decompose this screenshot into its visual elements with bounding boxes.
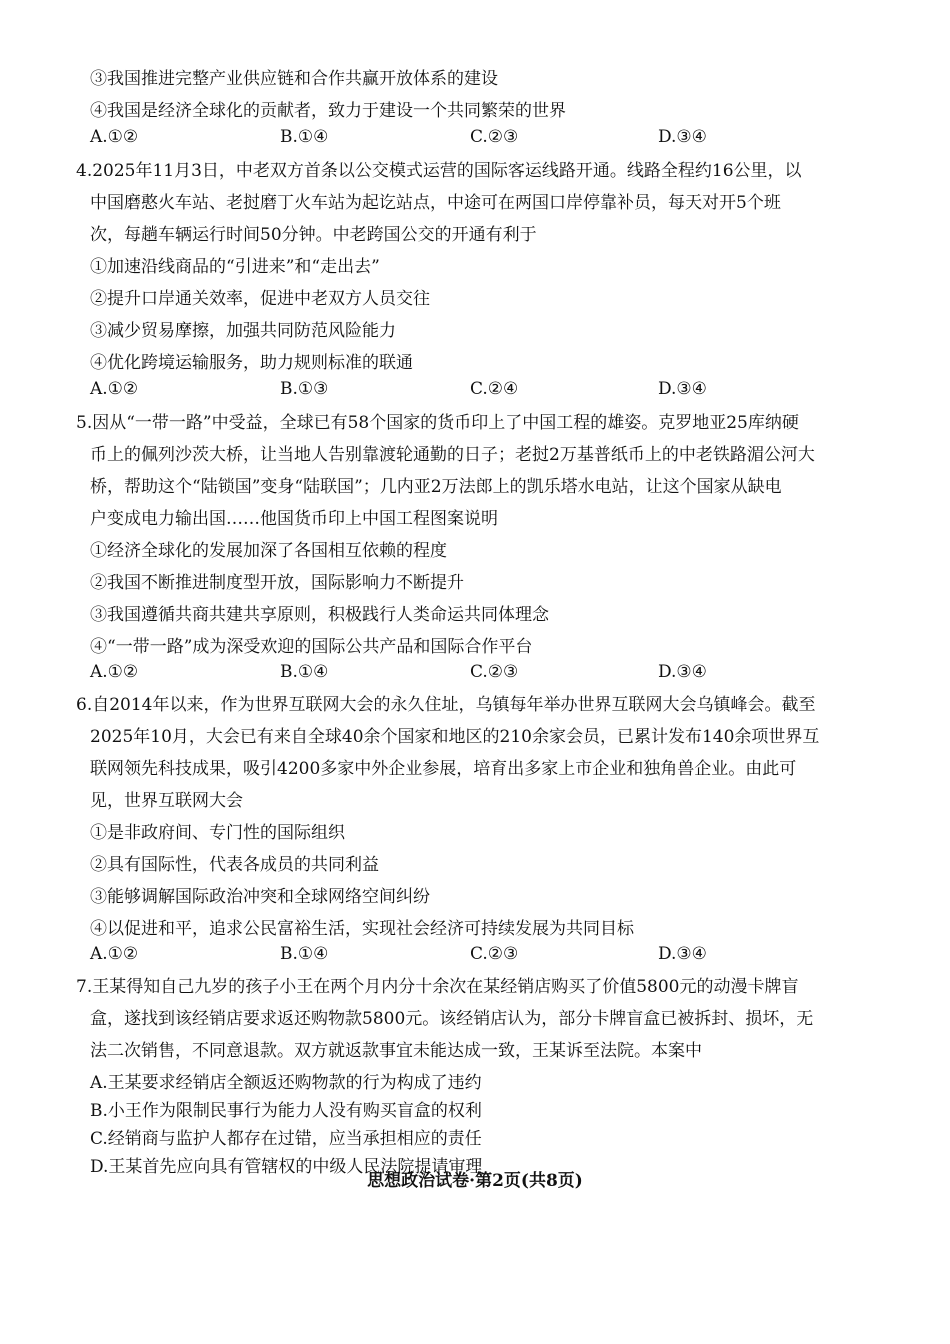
answer-option: C.②③ (470, 127, 519, 147)
text-line: 4.2025年11月3日，中老双方首条以公交模式运营的国际客运线路开通。线路全程约16公里，以 (76, 161, 802, 181)
answer-option: B.①③ (280, 379, 329, 399)
text-line: ④“一带一路”成为深受欢迎的国际公共产品和国际合作平台 (90, 637, 533, 657)
answer-options-row (90, 943, 810, 965)
text-line: 联网领先科技成果，吸引4200多家中外企业参展，培育出多家上市企业和独角兽企业。由此可 (90, 759, 797, 779)
page-footer: 思想政治试卷·第2页(共8页) (367, 1171, 583, 1191)
text-line: ④我国是经济全球化的贡献者，致力于建设一个共同繁荣的世界 (90, 101, 566, 121)
text-line: C.经销商与监护人都存在过错，应当承担相应的责任 (90, 1129, 482, 1149)
text-line: 7.王某得知自己九岁的孩子小王在两个月内分十余次在某经销店购买了价值5800元的动漫卡牌盲 (76, 977, 799, 997)
text-line: ②提升口岸通关效率，促进中老双方人员交往 (90, 289, 430, 309)
answer-option: D.③④ (658, 662, 707, 682)
answer-option: D.③④ (658, 379, 707, 399)
text-line: 6.自2014年以来，作为世界互联网大会的永久住址，乌镇每年举办世界互联网大会乌镇峰会。截至 (76, 695, 816, 715)
answer-options-row (90, 661, 810, 683)
text-line: 户变成电力输出国……他国货币印上中国工程图案说明 (90, 509, 498, 529)
text-line: 桥，帮助这个“陆锁国”变身“陆联国”；几内亚2万法郎上的凯乐塔水电站，让这个国家从缺电 (90, 477, 782, 497)
text-line: ③我国遵循共商共建共享原则，积极践行人类命运共同体理念 (90, 605, 549, 625)
text-line: 5.因从“一带一路”中受益，全球已有58个国家的货币印上了中国工程的雄姿。克罗地亚25库纳硬 (76, 413, 799, 433)
text-line: 次，每趟车辆运行时间50分钟。中老跨国公交的开通有利于 (90, 225, 537, 245)
answer-option: A.①② (90, 944, 139, 964)
text-line: 2025年10月，大会已有来自全球40余个国家和地区的210余家会员，已累计发布140余项世界互 (90, 727, 820, 747)
text-line: 见，世界互联网大会 (90, 791, 243, 811)
answer-option: C.②③ (470, 944, 519, 964)
text-line: ②我国不断推进制度型开放，国际影响力不断提升 (90, 573, 464, 593)
text-line: 中国磨憨火车站、老挝磨丁火车站为起讫站点，中途可在两国口岸停靠补员，每天对开5个班 (90, 193, 781, 213)
text-line: ③我国推进完整产业供应链和合作共赢开放体系的建设 (90, 69, 498, 89)
answer-option: B.①④ (280, 944, 329, 964)
answer-option: C.②④ (470, 379, 519, 399)
answer-option: A.①② (90, 379, 139, 399)
text-line: A.王某要求经销店全额返还购物款的行为构成了违约 (90, 1073, 482, 1093)
answer-option: B.①④ (280, 662, 329, 682)
text-line: 法二次销售，不同意退款。双方就返款事宜未能达成一致，王某诉至法院。本案中 (90, 1041, 702, 1061)
text-line: ②具有国际性，代表各成员的共同利益 (90, 855, 379, 875)
text-line: 盒，遂找到该经销店要求返还购物款5800元。该经销店认为，部分卡牌盲盒已被拆封、损坏，无 (90, 1009, 814, 1029)
text-line: ③能够调解国际政治冲突和全球网络空间纠纷 (90, 887, 430, 907)
text-line: ①是非政府间、专门性的国际组织 (90, 823, 345, 843)
answer-option: C.②③ (470, 662, 519, 682)
text-line: D.王某首先应向具有管辖权的中级人民法院提请审理 (90, 1157, 483, 1177)
text-line: ④以促进和平，追求公民富裕生活，实现社会经济可持续发展为共同目标 (90, 919, 634, 939)
answer-option: A.①② (90, 662, 139, 682)
text-line: ①经济全球化的发展加深了各国相互依赖的程度 (90, 541, 447, 561)
text-line: 币上的佩列沙茨大桥，让当地人告别靠渡轮通勤的日子；老挝2万基普纸币上的中老铁路湄公河大 (90, 445, 815, 465)
answer-options-row (90, 378, 810, 400)
text-line: ③减少贸易摩擦，加强共同防范风险能力 (90, 321, 396, 341)
text-line: ④优化跨境运输服务，助力规则标准的联通 (90, 353, 413, 373)
text-line: ①加速沿线商品的“引进来”和“走出去” (90, 257, 380, 277)
text-line: B.小王作为限制民事行为能力人没有购买盲盒的权利 (90, 1101, 482, 1121)
answer-option: D.③④ (658, 127, 707, 147)
answer-options-row (90, 126, 810, 148)
answer-option: D.③④ (658, 944, 707, 964)
answer-option: A.①② (90, 127, 139, 147)
answer-option: B.①④ (280, 127, 329, 147)
